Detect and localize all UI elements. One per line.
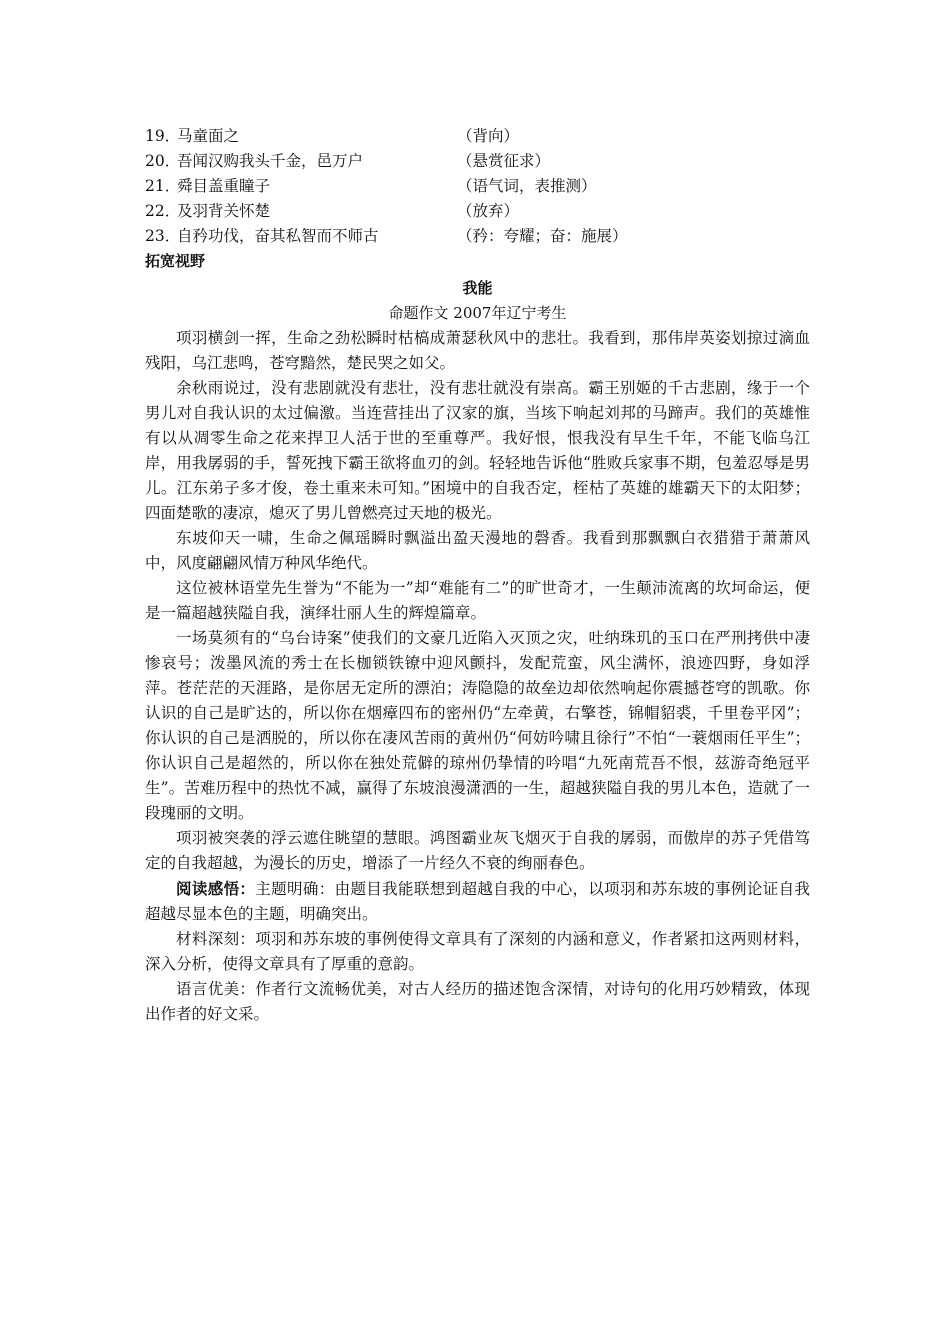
annotation-text: 及羽背关怀楚 bbox=[177, 202, 271, 220]
annotation-number: 21． bbox=[145, 177, 181, 195]
essay-paragraph: 东坡仰天一啸，生命之佩瑶瞬时飘溢出盈天漫地的磬香。我看到那飘飘白衣猎猎于萧萧风中，风度翩翩风情万种风华绝代。 bbox=[145, 529, 810, 572]
annotation-text: 舜目盖重瞳子 bbox=[177, 177, 271, 195]
annotation-number: 19． bbox=[145, 127, 181, 145]
commentary-text: 主题明确：由题目我能联想到超越自我的中心，以项羽和苏东坡的事例论证自我超越尽显本色的主题，明确突出。 bbox=[145, 880, 810, 923]
commentary-lead: 阅读感悟： bbox=[176, 879, 256, 898]
commentary-paragraph bbox=[145, 876, 810, 927]
annotation-item bbox=[145, 124, 810, 149]
annotation-number: 23． bbox=[145, 227, 181, 245]
essay-subtitle: 命题作文 2007年辽宁考生 bbox=[388, 304, 567, 322]
commentary-paragraph: 材料深刻：项羽和苏东坡的事例使得文章具有了深刻的内涵和意义，作者紧扣这两则材料，深入分析，使得文章具有了厚重的意韵。 bbox=[145, 930, 810, 973]
annotation-item bbox=[145, 174, 810, 199]
annotation-item bbox=[145, 199, 810, 224]
document-page bbox=[145, 124, 810, 1027]
annotation-gloss: （悬赏征求） bbox=[457, 152, 551, 170]
annotation-text: 吾闻汉购我头千金，邑万户 bbox=[177, 152, 364, 170]
annotation-gloss: （语气词，表推测） bbox=[457, 177, 597, 195]
annotation-text: 自矜功伐，奋其私智而不师古 bbox=[177, 227, 379, 245]
annotation-gloss: （背向） bbox=[457, 127, 520, 145]
annotation-gloss: （矜：夸耀；奋：施展） bbox=[457, 227, 628, 245]
essay-paragraph: 项羽横剑一挥，生命之劲松瞬时枯槁成萧瑟秋风中的悲壮。我看到，那伟岸英姿划掠过滴血残阳，乌江悲鸣，苍穹黯然，楚民哭之如父。 bbox=[145, 329, 810, 372]
annotation-list bbox=[145, 124, 810, 249]
essay-paragraph: 余秋雨说过，没有悲剧就没有悲壮，没有悲壮就没有崇高。霸王别姬的千古悲剧，缘于一个男儿对自我认识的太过偏激。当连营挂出了汉家的旗，当垓下响起刘邦的马蹄声。我们的英雄惟有以从凋零生命之花来捍卫人活于世的至重尊严。我好恨，恨我没有早生千年，不能飞临乌江岸，用我孱弱的手，誓死拽下霸王欲将血刃的剑。轻轻地告诉他“胜败兵家事不期，包羞忍辱是男儿。江东弟子多才俊，卷土重来未可知。”困境中的自我否定，桎枯了英雄的雄霸天下的太阳梦；四面楚歌的凄凉，熄灭了男儿曾燃亮过天地的极光。 bbox=[145, 379, 810, 522]
annotation-text: 马童面之 bbox=[177, 127, 240, 145]
commentary-paragraph: 语言优美：作者行文流畅优美，对古人经历的描述饱含深情，对诗句的化用巧妙精致，体现出作者的好文采。 bbox=[145, 980, 810, 1023]
essay-paragraph: 项羽被突袭的浮云遮住眺望的慧眼。鸿图霸业灰飞烟灭于自我的孱弱，而傲岸的苏子凭借笃定的自我超越，为漫长的历史，增添了一片经久不衰的绚丽春色。 bbox=[145, 829, 810, 872]
annotation-item bbox=[145, 224, 810, 249]
essay-paragraph: 一场莫须有的“乌台诗案”使我们的文豪几近陷入灭顶之灾，吐纳珠玑的玉口在严刑拷供中凄惨哀号；泼墨风流的秀士在长枷锁铁镣中迎风颤抖，发配荒蛮，风尘满怀，浪迹四野，身如浮萍。苍茫茫的天涯路，是你居无定所的漂泊；涛隐隐的故垒边却依然响起你震撼苍穹的凯歌。你认识的自己是旷达的，所以你在烟瘴四布的密州仍“左牵黄，右擎苍，锦帽貂裘，千里卷平冈”；你认识的自己是洒脱的，所以你在凄风苦雨的黄州仍“何妨吟啸且徐行”不怕“一蓑烟雨任平生”；你认识自己是超然的，所以你在独处荒僻的琼州仍挚情的吟唱“九死南荒吾不恨，兹游奇绝冠平生”。苦难历程中的热忱不减，赢得了东坡浪漫潇洒的一生，超越狭隘自我的男儿本色，造就了一段瑰丽的文明。 bbox=[145, 629, 810, 822]
annotation-item bbox=[145, 149, 810, 174]
essay-title: 我能 bbox=[462, 279, 493, 297]
annotation-gloss: （放弃） bbox=[457, 202, 520, 220]
annotation-number: 20． bbox=[145, 152, 181, 170]
section-heading: 拓宽视野 bbox=[145, 252, 206, 270]
essay-paragraph: 这位被林语堂先生誉为“不能为一”却“难能有二”的旷世奇才，一生颠沛流离的坎坷命运，便是一篇超越狭隘自我，演绎壮丽人生的辉煌篇章。 bbox=[145, 579, 810, 622]
annotation-number: 22． bbox=[145, 202, 181, 220]
